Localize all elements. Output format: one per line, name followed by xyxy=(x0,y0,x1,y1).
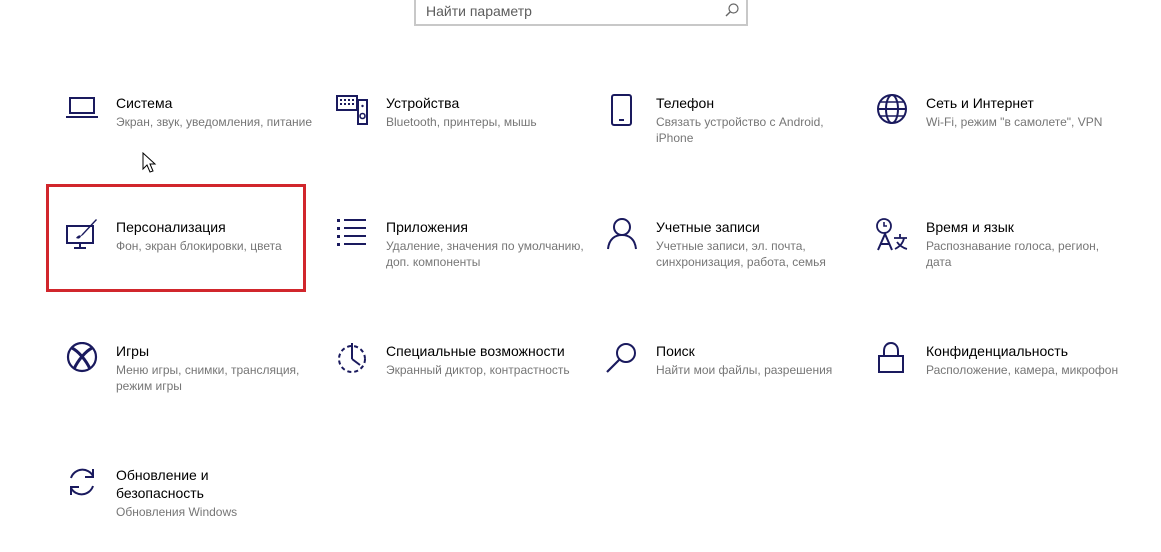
devices-icon xyxy=(336,94,370,128)
tile-description: Меню игры, снимки, трансляция, режим игры xyxy=(116,363,300,393)
tile-title: Конфиденциальность xyxy=(926,343,1069,359)
update-icon xyxy=(66,466,100,500)
tile-title: Специальные возможности xyxy=(386,343,565,359)
highlight-frame xyxy=(46,184,306,292)
tile-description: Связать устройство с Android, iPhone xyxy=(656,115,824,145)
apps-list-icon xyxy=(336,218,370,252)
tile-description: Расположение, камера, микрофон xyxy=(926,363,1119,377)
mouse-cursor-icon xyxy=(142,152,158,174)
tile-title: Приложения xyxy=(386,219,468,235)
tile-title: Устройства xyxy=(386,95,460,111)
phone-icon xyxy=(606,94,640,128)
tile-description: Bluetooth, принтеры, мышь xyxy=(386,115,537,129)
tile-title: Сеть и Интернет xyxy=(926,95,1034,111)
settings-search-box[interactable] xyxy=(414,0,748,26)
search-icon[interactable] xyxy=(724,2,740,18)
tile-description: Удаление, значения по умолчанию, доп. компоненты xyxy=(386,239,584,269)
globe-icon xyxy=(876,94,910,128)
tile-description: Обновления Windows xyxy=(116,505,238,519)
laptop-icon xyxy=(66,94,100,128)
xbox-icon xyxy=(66,342,100,376)
search-icon xyxy=(606,342,640,376)
tile-title: Персонализация xyxy=(116,219,226,235)
tile-title: Игры xyxy=(116,343,150,359)
tile-title: Время и язык xyxy=(926,219,1014,235)
tile-title: Система xyxy=(116,95,173,111)
tile-description: Экранный диктор, контрастность xyxy=(386,363,570,377)
tile-description: Найти мои файлы, разрешения xyxy=(656,363,833,377)
tile-description: Учетные записи, эл. почта, синхронизация, работа, семья xyxy=(656,239,826,269)
search-input[interactable] xyxy=(426,0,716,22)
time-language-icon xyxy=(876,218,910,252)
tile-title: Поиск xyxy=(656,343,695,359)
tile-description: Экран, звук, уведомления, питание xyxy=(116,115,313,129)
ease-of-access-icon xyxy=(336,342,370,376)
user-icon xyxy=(606,218,640,252)
tile-title: Телефон xyxy=(656,95,715,111)
tile-description: Wi-Fi, режим "в самолете", VPN xyxy=(926,115,1103,129)
tile-description: Распознавание голоса, регион, дата xyxy=(926,239,1100,269)
tile-description: Фон, экран блокировки, цвета xyxy=(116,239,282,253)
tile-title: Обновление и безопасность xyxy=(116,467,209,501)
tile-title: Учетные записи xyxy=(656,219,760,235)
lock-icon xyxy=(876,342,910,376)
